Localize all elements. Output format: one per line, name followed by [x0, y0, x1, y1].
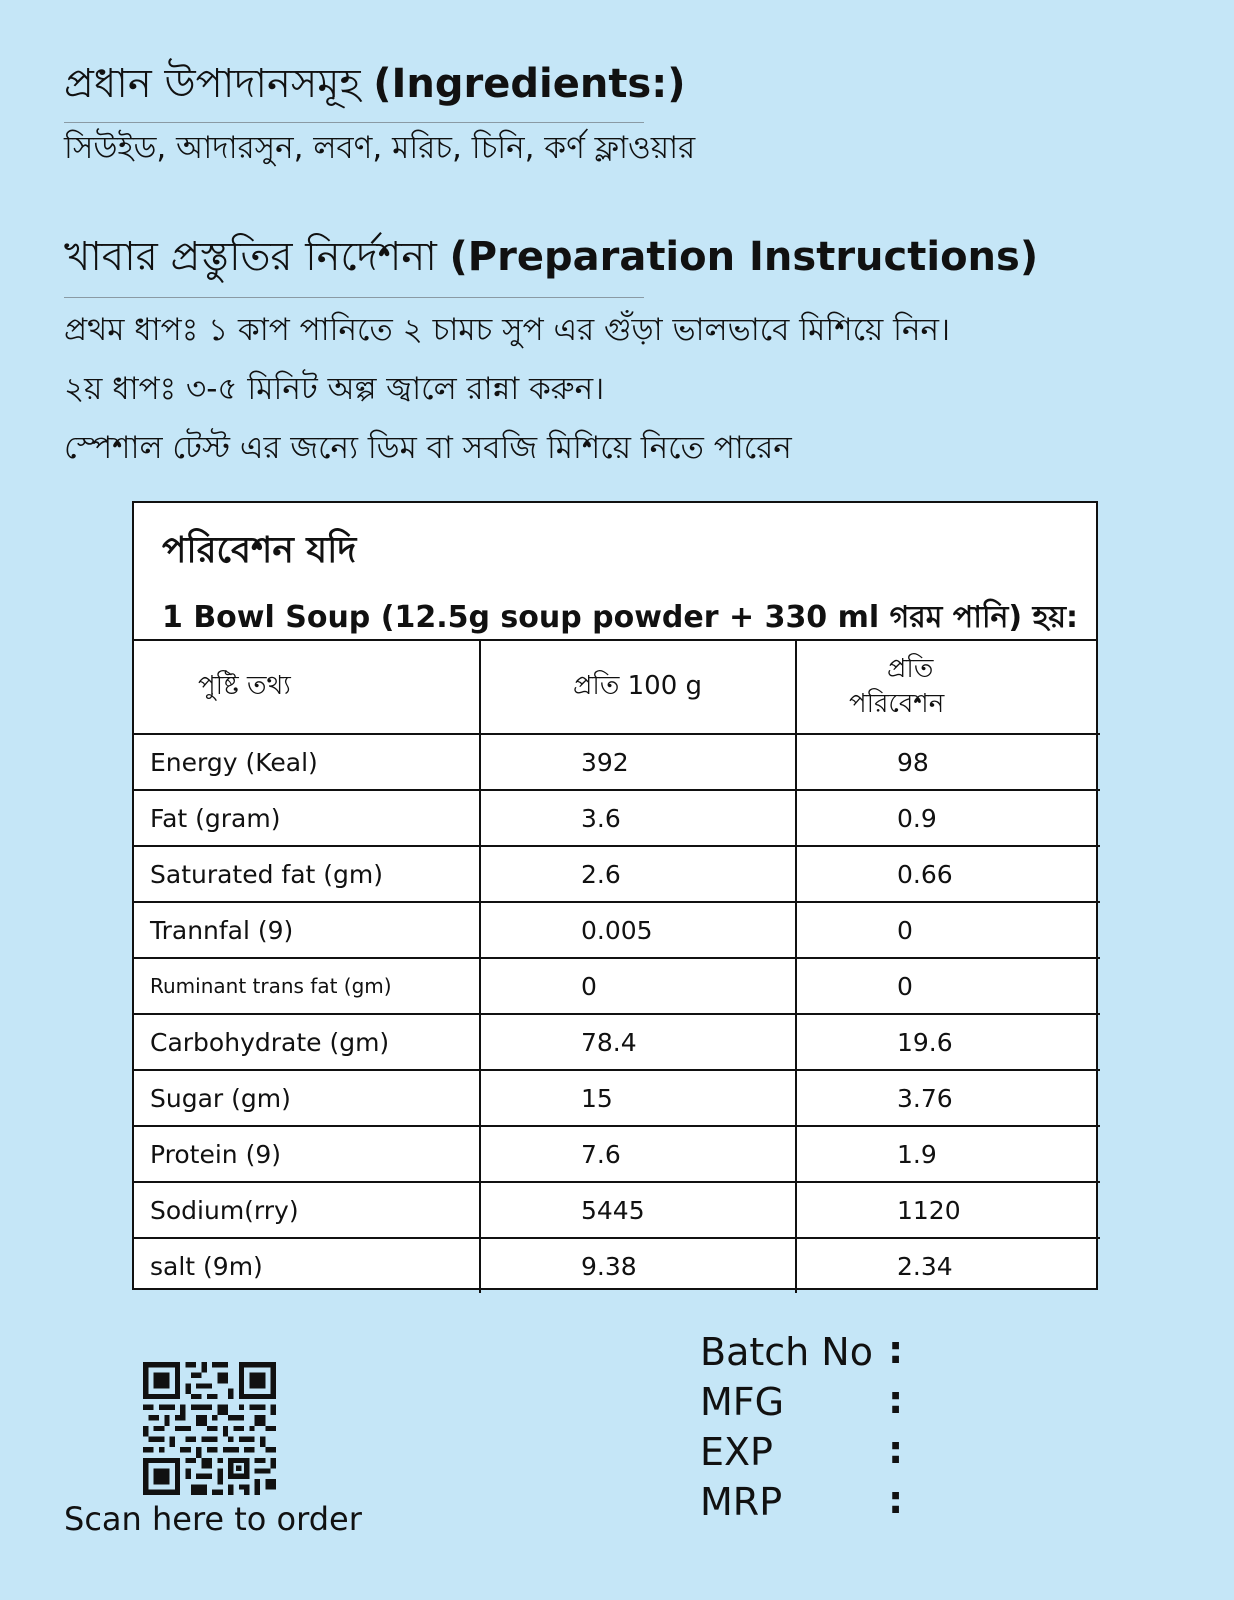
ingredients-title-en: (Ingredients:) [373, 61, 686, 107]
column-header-nutrient: পুষ্টি তথ্য [134, 641, 480, 734]
table-row [134, 1182, 1100, 1238]
exp-row [700, 1430, 910, 1480]
value-per-serving: 98 [796, 734, 1100, 790]
nutrient-name: Carbohydrate (gm) [134, 1014, 480, 1070]
table-row [134, 958, 1100, 1014]
value-per-serving: 0 [796, 958, 1100, 1014]
value-per-serving: 2.34 [796, 1238, 1100, 1293]
exp-label: EXP [700, 1430, 773, 1474]
ingredients-title [64, 62, 686, 106]
value-per-serving: 3.76 [796, 1070, 1100, 1126]
exp-colon: : [888, 1428, 904, 1472]
mrp-colon: : [888, 1478, 904, 1522]
preparation-title-bn: খাবার প্রস্তুতির নির্দেশনা [64, 234, 437, 280]
value-per-100g: 78.4 [480, 1014, 796, 1070]
value-per-serving: 19.6 [796, 1014, 1100, 1070]
value-per-serving: 1.9 [796, 1126, 1100, 1182]
nutrient-name: Fat (gram) [134, 790, 480, 846]
value-per-100g: 392 [480, 734, 796, 790]
column-header-per-serving-line2: পরিবেশন [849, 689, 945, 719]
value-per-serving: 1120 [796, 1182, 1100, 1238]
nutrition-facts-box [132, 501, 1098, 1290]
table-row [134, 1238, 1100, 1293]
value-per-serving: 0 [796, 902, 1100, 958]
column-header-per-serving [796, 641, 1100, 734]
nutrient-name: Ruminant trans fat (gm) [134, 958, 480, 1014]
column-header-per-100g: প্রতি 100 g [480, 641, 796, 734]
preparation-divider [64, 297, 644, 298]
qr-code-icon[interactable] [143, 1362, 276, 1495]
ingredients-title-bn: প্রধান উপাদানসমূহ [64, 61, 361, 107]
table-row [134, 1126, 1100, 1182]
ingredients-divider [64, 122, 644, 123]
nutrition-subheading: 1 Bowl Soup (12.5g soup powder + 330 ml গরম পানি) হয়: [162, 600, 1079, 635]
nutrition-table-header [134, 641, 1100, 734]
value-per-100g: 3.6 [480, 790, 796, 846]
scan-to-order-label: Scan here to order [64, 1500, 362, 1538]
table-row [134, 1014, 1100, 1070]
mfg-label: MFG [700, 1380, 785, 1424]
nutrient-name: Saturated fat (gm) [134, 846, 480, 902]
mfg-row [700, 1380, 910, 1430]
nutrition-table [134, 641, 1100, 1293]
nutrition-heading: পরিবেশন যদি [162, 530, 357, 571]
preparation-title-en: (Preparation Instructions) [449, 234, 1039, 280]
mrp-row [700, 1480, 910, 1530]
batch-no-row [700, 1330, 910, 1380]
value-per-100g: 2.6 [480, 846, 796, 902]
value-per-serving: 0.66 [796, 846, 1100, 902]
nutrient-name: Sugar (gm) [134, 1070, 480, 1126]
value-per-serving: 0.9 [796, 790, 1100, 846]
nutrient-name: Sodium(rry) [134, 1182, 480, 1238]
nutrient-name: Energy (Keal) [134, 734, 480, 790]
table-row [134, 846, 1100, 902]
nutrient-name: salt (9m) [134, 1238, 480, 1293]
value-per-100g: 7.6 [480, 1126, 796, 1182]
table-row [134, 734, 1100, 790]
value-per-100g: 15 [480, 1070, 796, 1126]
batch-no-label: Batch No [700, 1330, 873, 1374]
nutrient-name: Protein (9) [134, 1126, 480, 1182]
preparation-step-2: ২য় ধাপঃ ৩-৫ মিনিট অল্প জ্বালে রান্না করুন। [64, 371, 605, 407]
column-header-per-serving-line1: প্রতি [887, 653, 934, 684]
nutrient-name: Trannfal (9) [134, 902, 480, 958]
preparation-step-1: প্রথম ধাপঃ ১ কাপ পানিতে ২ চামচ সুপ এর গুঁড়া ভালভাবে মিশিয়ে নিন। [64, 312, 951, 348]
preparation-tip: স্পেশাল টেস্ট এর জন্যে ডিম বা সবজি মিশিয়ে নিতে পারেন [64, 430, 792, 466]
preparation-title [64, 235, 1038, 279]
ingredients-list: সিউইড, আদারসুন, লবণ, মরিচ, চিনি, কর্ণ ফ্লাওয়ার [64, 130, 696, 166]
value-per-100g: 9.38 [480, 1238, 796, 1293]
mfg-colon: : [888, 1378, 904, 1422]
table-row [134, 790, 1100, 846]
table-row [134, 1070, 1100, 1126]
mrp-label: MRP [700, 1480, 783, 1524]
value-per-100g: 5445 [480, 1182, 796, 1238]
batch-no-colon: : [888, 1328, 904, 1372]
batch-info [700, 1330, 910, 1530]
value-per-100g: 0.005 [480, 902, 796, 958]
table-row [134, 902, 1100, 958]
nutrition-header [134, 503, 1096, 641]
value-per-100g: 0 [480, 958, 796, 1014]
